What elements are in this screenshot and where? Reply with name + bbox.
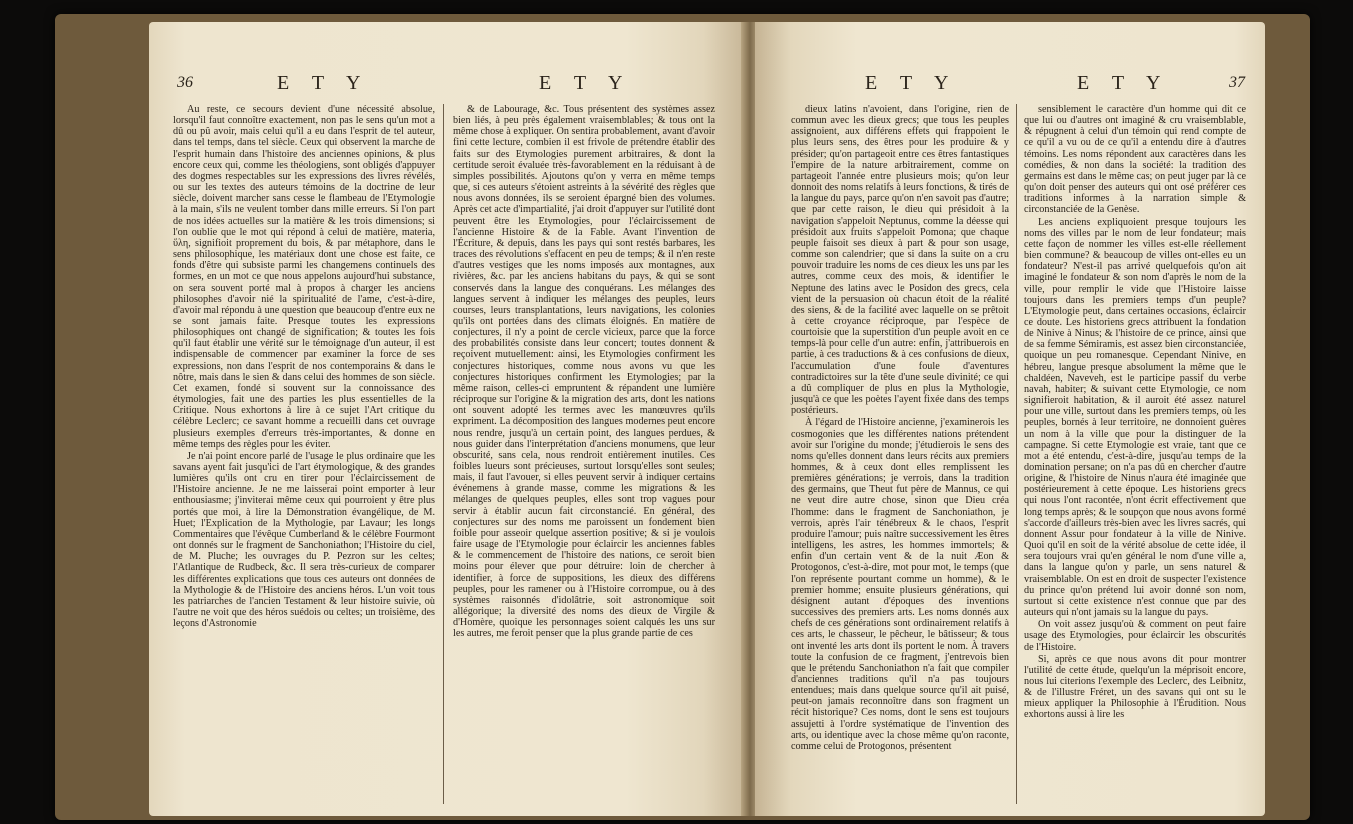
right-page-column-1: [791, 104, 1009, 752]
paragraph: On voit assez jusqu'où & comment on peut faire usage des Etymologies, pour éclaircir les obscurités de l'Histoire.: [1024, 619, 1246, 653]
paragraph: Je n'ai point encore parlé de l'usage le plus ordinaire que les savans ayent fait jusqu'ici de l'art étymologique, & des grandes lumières qu'ils ont cru en tirer pour l'éclaircissement de l'Histoire ancienne. Je ne me laisserai point emporter à leur enthousiasme; j'inviterai même ceux qui pourroient y être plus portés que moi, à lire la Démonstration évangélique, de M. Huet; l'Explication de la Mythologie, par Lavaur; les longs Commentaires que l'évêque Cumberland & le célèbre Fourmont ont donnés sur le fragment de Sanchoniathon; l'Histoire du ciel, de M. Pluche; les ouvrages du P. Pezron sur les celtes; l'Atlantique de Rudbeck, &c. Il sera très-curieux de comparer les différentes explications que tous ces auteurs ont données de la Mythologie & de l'Histoire des anciens héros. L'un voit tous les patriarches de l'ancien Testament & leur histoire suivie, où l'autre ne voit que des héros suédois ou celtes; un troisième, des leçons d'Astronomie: [173, 450, 435, 630]
left-page-headword-left: E T Y: [277, 72, 370, 94]
paragraph: dieux latins n'avoient, dans l'origine, rien de commun avec les dieux grecs; que tous les peuples assignoient, aux différens effets qui frappoient le plus leurs sens, des êtres pour les produire & y présider; qu'on partageoit entre ces êtres fantastiques l'empire de la nature arbitrairement, comme on partageoit l'année entre plusieurs mois; qu'on leur donnoit des noms relatifs à leurs fonctions, & tirés de la langue du pays, parce qu'on n'en savoit pas d'autre; que par cette raison, le dieu qui présidoit à la navigation s'appeloit Neptunus, comme la déesse qui présidoit aux fruits s'appeloit Pomona; que chaque peuple faisoit ses dieux à part & pour son usage, comme son calendrier; que si dans la suite on a cru pouvoir traduire les noms de ces dieux les uns par les autres, comme ceux des mois, & identifier le Neptune des latins avec le Posidon des grecs, cela vient de la persuasion où chacun étoit de la réalité des siens, & de la facilité avec laquelle on se prêtoit à cette croyance réciproque, par l'espèce de courtoisie que la superstition d'un peuple avoit en ce temps-là pour celle d'un autre: enfin, j'attribuerois en partie, à ces traductions & à ces confusions de dieux, l'accumulation d'une foule d'aventures contradictoires sur la tête d'une seule divinité; ce qui a dû compliquer de plus en plus la Mythologie, jusqu'à ce que les poètes l'ayent fixée dans des temps postérieurs.: [791, 104, 1009, 417]
paragraph: Au reste, ce secours devient d'une nécessité absolue, lorsqu'il faut connoître exactement, non pas le sens qu'un mot a dû ou pû avoir, mais celui qu'il a eu dans l'esprit de tel auteur, dans tel temps, dans tel siècle. Ceux qui observent la marche de l'esprit humain dans l'histoire des anciennes opinions, & plus encore ceux qui, comme les théologiens, sont obligés d'appuyer des dogmes respectables sur les expressions des livres révélés, ou sur les textes des auteurs témoins de la doctrine de leur siècle, doivent marcher sans cesse le flambeau de l'Etymologie à la main, s'ils ne veulent tomber dans mille erreurs. Si l'on part de nos idées actuelles sur la matière & les trois dimensions; si l'on oublie que le mot qui répond à celui de matière, materia, ὕλη, signifioit proprement du bois, & par métaphore, dans le sens philosophique, les matériaux dont une chose est faite, ce fonds d'être qui subsiste parmi les changemens continuels des formes, en un mot ce que nous appelons aujourd'hui substance, on sera souvent porté mal à propos à charger les anciens philosophes d'avoir nié la spiritualité de l'ame, c'est-à-dire, d'avoir mal répondu à une question que beaucoup d'entre eux ne se sont jamais faite. Presque toutes les expressions philosophiques ont changé de signification; & toutes les fois qu'il faut établir une vérité sur le témoignage d'un auteur, il est indispensable de commencer par examiner la force de ses expressions, non dans l'esprit de nos contemporains & dans le nôtre, mais dans le sien & dans celui des hommes de son siècle. Cet examen, fondé si souvent sur la connoissance des étymologies, fait une des parties les plus essentielles de la Critique. Nous exhortons à lire à ce sujet l'Art critique du célèbre Leclerc; ce savant homme a recueilli dans cet ouvrage plusieurs exemples d'erreurs très-importantes, & donne en même temps des règles pour les éviter.: [173, 104, 435, 450]
paragraph: & de Labourage, &c. Tous présentent des systèmes assez bien liés, à peu près également vraisemblables; & tous ont la même chose à expliquer. On sentira probablement, avant d'avoir fini cette lecture, combien il est frivole de prétendre établir des faits sur des Etymologies purement arbitraires, & dont la certitude seroit évaluée très-favorablement en la réduisant à de simples possibilités. Ajoutons qu'on y verra en même temps que, si ces auteurs s'étoient astreints à la sévérité des règles que nous avons données, ils se seroient épargné bien des volumes. Après cet acte d'impartialité, j'ai droit d'appuyer sur l'utilité dont peuvent être les Etymologies, pour l'éclaircissement de l'ancienne Histoire & de la Fable. Avant l'invention de l'Écriture, & depuis, dans les pays qui sont restés barbares, les traces des révolutions s'effacent en peu de temps; & il n'en reste d'autres vestiges que les noms imposés aux montagnes, aux rivières, &c. par les anciens habitans du pays, & qui se sont conservés dans la langue des conquérans. Les mélanges des langues servent à indiquer les mélanges des peuples, leurs courses, leurs transplantations, leurs navigations, les colonies qu'ils ont portées dans des climats éloignés. En matière de conjectures, il n'y a point de cercle vicieux, parce que la force des probabilités consiste dans leur concert; toutes donnent & reçoivent mutuellement: ainsi, les Etymologies confirment les conjectures historiques, comme nous avons vu que les conjectures historiques confirment les Etymologies; par la même raison, celles-ci empruntent & répandent une lumière réciproque sur l'origine & la migration des arts, dont les nations ont souvent adopté les termes avec les manœuvres qu'ils expriment. La décomposition des langues modernes peut encore nous rendre, jusqu'à un certain point, des langues perdues, & nous guider dans l'interprétation d'anciens monumens, que leur obscurité, sans cela, nous rendroit entièrement inutiles. Ces foibles lueurs sont précieuses, surtout lorsqu'elles sont seules; mais, il faut l'avouer, si elles peuvent servir à indiquer certains événemens à grande masse, comme les migrations & les mélanges de quelques peuples, elles sont trop vagues pour servir à établir aucun fait circonstancié. En général, des conjectures sur des noms me paroissent un fondement bien foible pour asseoir quelque assertion positive; & si je voulois faire usage de l'Etymologie pour éclaircir les anciennes fables & le commencement de l'histoire des nations, ce seroit bien moins pour élever que pour détruire: loin de chercher à identifier, à force de suppositions, les dieux des différens peuples, pour les ramener ou à l'Histoire corrompue, ou à des systèmes raisonnés d'idolâtrie, soit astronomique soit allégorique; la diversité des noms des dieux de Virgile & d'Homère, quoique les personnages soient calqués les uns sur les autres, me feroit penser que la plus grande partie de ces: [453, 104, 715, 640]
left-page-column-1: [173, 104, 435, 629]
column-divider: [1016, 104, 1017, 804]
right-page-column-2: [1024, 104, 1246, 721]
paragraph: Si, après ce que nous avons dit pour montrer l'utilité de cette étude, quelqu'un la méprisoit encore, nous lui citerions l'exemple des Leclerc, des Leibnitz, & de l'illustre Fréret, un des savans qui ont su le mieux appliquer la Philosophie à l'Érudition. Nous exhortons aussi à lire les: [1024, 653, 1246, 721]
right-page-headword-left: E T Y: [865, 72, 958, 94]
open-book: [55, 14, 1310, 820]
paragraph: À l'égard de l'Histoire ancienne, j'examinerois les cosmogonies que les différentes nations prétendent avoir sur l'origine du monde; j'étudierois le sens des noms qu'elles donnent dans leurs récits aux premiers hommes, & à ceux dont elles remplissent les premières générations; je verrois, dans la tradition des germains, que Theut fut père de Mannus, ce qui ne veut dire autre chose, sinon que Dieu créa l'homme: dans le fragment de Sanchoniathon, je verrois, après l'air ténébreux & le chaos, l'esprit produire l'amour; puis naître successivement les êtres intelligens, les astres, les hommes immortels; & enfin d'un certain vent & de la nuit Æon & Protogonos, c'est-à-dire, mot pour mot, le temps (que l'on représente pourtant comme un homme), & le premier homme; ensuite plusieurs générations, qui désignent autant d'époques des inventions successives des premiers arts. Les noms donnés aux chefs de ces générations sont ordinairement relatifs à ces arts, le chasseur, le pêcheur, le bâtisseur; & tous ont inventé les arts dont ils portent le nom. À travers toute la confusion de ce fragment, j'entrevois bien que le prétendu Sanchoniathon n'a fait que compiler d'anciennes traditions qu'il n'a pas toujours entendues; mais dans quelque source qu'il ait puisé, peut-on jamais reconnoître dans son fragment un récit historique? Ces noms, dont le sens est toujours assujetti à l'ordre systématique de l'invention des arts, ou identique avec la chose même qu'on raconte, comme celui de Protogonos, présentent: [791, 417, 1009, 752]
left-page: [149, 22, 745, 816]
right-page-headword-right: E T Y: [1077, 72, 1170, 94]
paragraph: sensiblement le caractère d'un homme qui dit ce que lui ou d'autres ont imaginé & cru vraisemblable, & répugnent à celui d'un témoin qui rend compte de ce qu'il a vu ou de ce qu'il a entendu dire à d'autres témoins. Les noms répondent aux caractères dans les comédies, & non dans la société: la tradition des germains est dans le même cas; on peut juger par là ce qu'on doit penser des auteurs qui ont osé préférer ces traditions informes à la narration simple & circonstanciée de la Genèse.: [1024, 104, 1246, 216]
right-page-number: 37: [1229, 74, 1245, 91]
left-page-column-2: [453, 104, 715, 640]
column-divider: [443, 104, 444, 804]
left-page-headword-right: E T Y: [539, 72, 632, 94]
right-page: [755, 22, 1265, 816]
left-page-number: 36: [177, 74, 193, 91]
paragraph: Les anciens expliquoient presque toujours les noms des villes par le nom de leur fondateur; mais cette façon de nommer les villes est-elle réellement bien commune? & beaucoup de villes ont-elles eu un fondateur? N'est-il pas arrivé quelquefois qu'on ait imaginé le fondateur & son nom d'après le nom de la ville, pour remplir le vide que l'Histoire laisse toujours dans les premiers temps d'un peuple? L'Etymologie peut, dans certaines occasions, éclaircir ce doute. Les historiens grecs attribuent la fondation de Ninive à Ninus; & l'histoire de ce prince, ainsi que de sa femme Sémiramis, est assez bien circonstanciée, quoique un peu romanesque. Cependant Ninive, en hébreu, langue presque absolument la même que le chaldéen, Naveveh, est le participe passif du verbe navah, habiter; & suivant cette Etymologie, ce nom signifieroit habitation, & il auroit été assez naturel pour une ville, surtout dans les premiers temps, où les peuples, bornés à leur territoire, ne donnoient guères un nom à la ville que pour la distinguer de la campagne. Si cette Etymologie est vraie, tant que ce mot a été entendu, c'est-à-dire, jusqu'au temps de la domination persane; on n'a pas dû en chercher d'autre origine, & l'histoire de Ninus n'aura été imaginée que postérieurement à cette époque. Les historiens grecs qui nous l'ont racontée, n'ont écrit effectivement que long temps après; & le soupçon que nous avons formé s'accorde d'ailleurs très-bien avec les livres sacrés, qui donnent Assur pour fondateur à la ville de Ninive. Quoi qu'il en soit de la vérité absolue de cette idée, il sera toujours vrai qu'en général le nom d'une ville a, dans la langue qu'on y parle, un sens naturel & vraisemblable. On est en droit de suspecter l'existence du prince qu'on prétend lui avoir donné son nom, surtout si cette existence n'est connue que par des auteurs qui n'ont jamais su la langue du pays.: [1024, 216, 1246, 619]
